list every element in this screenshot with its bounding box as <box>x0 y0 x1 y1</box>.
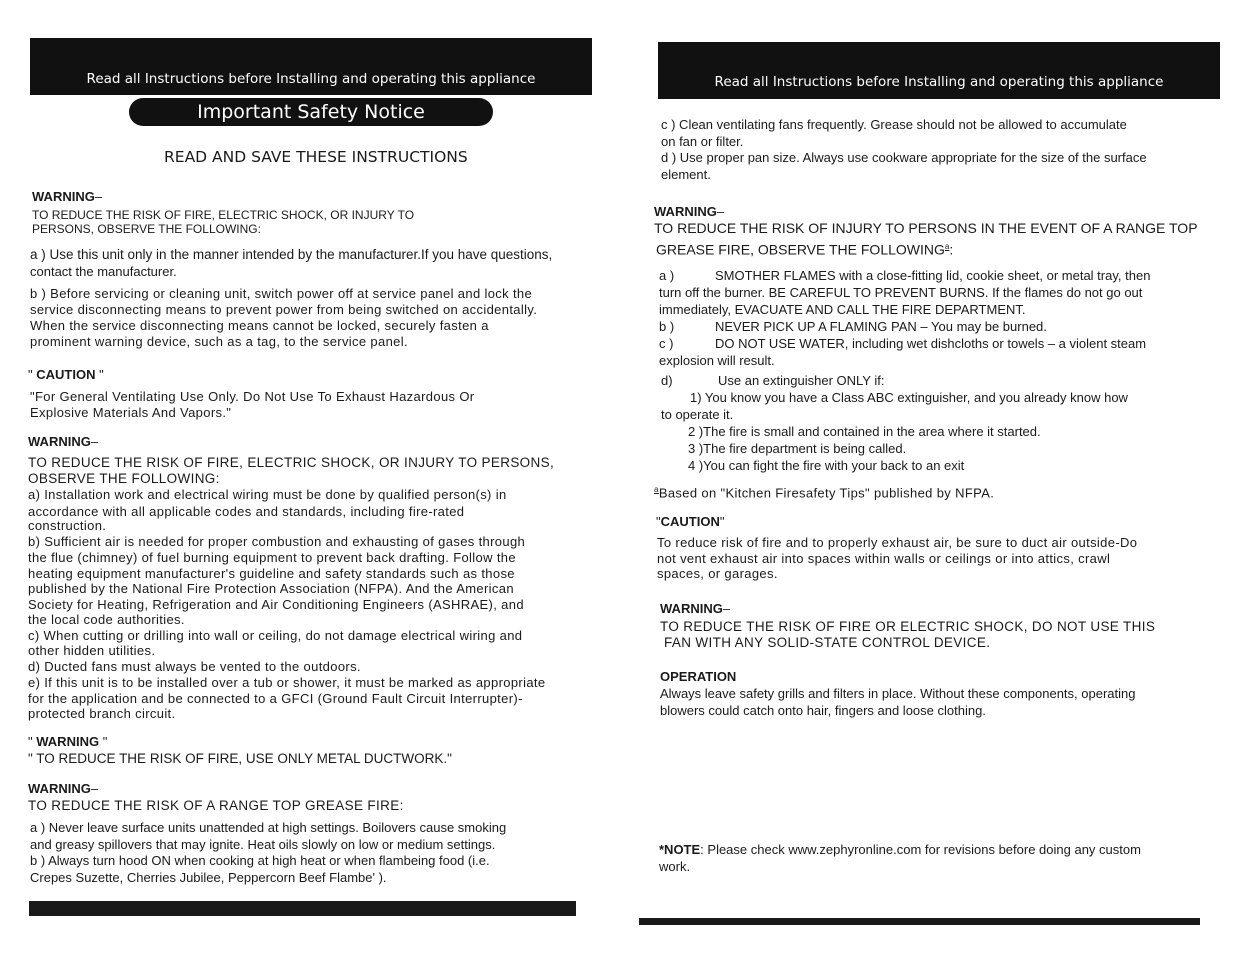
right-item-d-sub: 4 )You can fight the fire with your back to an exit <box>688 458 965 473</box>
left-warning-4-line: TO REDUCE THE RISK OF A RANGE TOP GREASE FIRE: <box>28 798 404 813</box>
item-label: d) <box>661 373 673 388</box>
right-caution-line: spaces, or garages. <box>657 566 778 581</box>
left-warning-3-line: " TO REDUCE THE RISK OF FIRE, USE ONLY METAL DUCTWORK." <box>28 751 452 766</box>
left-item-b-line: service disconnecting means to prevent power from being switched on accidentally. <box>30 302 538 317</box>
item-label: b ) <box>659 319 675 334</box>
quote-mark: " <box>99 734 108 749</box>
right-item-a <box>659 268 1150 284</box>
left-warning-2-item-b: the flue (chimney) of fuel burning equipment to prevent back drafting. Follow the <box>28 550 516 565</box>
right-warning-2-heading <box>660 601 730 617</box>
operation-line: Always leave safety grills and filters in place. Without these components, operating <box>660 686 1136 701</box>
item-text: Use an extinguisher ONLY if: <box>718 373 885 388</box>
warning-dash: – <box>90 781 99 796</box>
caution-label: CAUTION <box>660 514 720 529</box>
warning-label: WARNING <box>28 781 91 796</box>
operation-line: blowers could catch onto hair, fingers and loose clothing. <box>660 703 986 718</box>
left-warning-2-line: OBSERVE THE FOLLOWING: <box>28 471 220 486</box>
left-header-bar <box>30 38 592 95</box>
right-warning-2-line: TO REDUCE THE RISK OF FIRE OR ELECTRIC SHOCK, DO NOT USE THIS <box>660 619 1156 634</box>
left-warning-2-line: TO REDUCE THE RISK OF FIRE, ELECTRIC SHOCK, OR INJURY TO PERSONS, <box>28 455 555 470</box>
item-text: NEVER PICK UP A FLAMING PAN – You may be burned. <box>715 319 1047 334</box>
left-warning-1-line: TO REDUCE THE RISK OF FIRE, ELECTRIC SHOCK, OR INJURY TO <box>32 208 415 222</box>
colon: : <box>949 241 954 258</box>
footnote-marker: a <box>944 242 950 251</box>
item-label: c ) <box>659 336 674 351</box>
right-item-b <box>659 319 1047 335</box>
left-header-text: Read all Instructions before Installing and operating this appliance <box>86 70 536 87</box>
right-item-c-line: c ) Clean ventilating fans frequently. Grease should not be allowed to accumulate <box>661 117 1127 132</box>
left-warning-4-item-a: and greasy spillovers that may ignite. Heat oils slowly on low or medium settings. <box>30 837 496 852</box>
left-item-b-line: prominent warning device, such as a tag, to the service panel. <box>30 334 408 349</box>
warning-label: WARNING <box>28 434 91 449</box>
left-warning-2-item-b: b) Sufficient air is needed for proper combustion and exhausting of gases through <box>28 534 526 549</box>
left-caution-heading <box>28 367 104 383</box>
left-warning-4-item-a: a ) Never leave surface units unattended at high settings. Boilovers cause smoking <box>30 820 507 835</box>
warning-label: WARNING <box>654 204 717 219</box>
left-warning-1-line: PERSONS, OBSERVE THE FOLLOWING: <box>32 222 261 236</box>
left-warning-2-item-e: e) If this unit is to be installed over a tub or shower, it must be marked as appropriate <box>28 675 546 690</box>
left-warning-2-item-c: c) When cutting or drilling into wall or ceiling, do not damage electrical wiring and <box>28 628 523 643</box>
warning-label: WARNING <box>660 601 723 616</box>
left-footer-bar <box>29 901 576 916</box>
item-text: DO NOT USE WATER, including wet dishcloths or towels – a violent steam <box>715 336 1147 351</box>
warning-dash: – <box>94 189 103 204</box>
warning-dash: – <box>722 601 731 616</box>
warning-line-text: GREASE FIRE, OBSERVE THE FOLLOWING <box>656 241 945 258</box>
caution-label: CAUTION <box>36 367 96 382</box>
note-line: work. <box>659 859 691 874</box>
warning-label: WARNING <box>36 734 100 749</box>
left-warning-2-item-b: published by the National Fire Protection Association (NFPA). And the American <box>28 581 514 596</box>
quote-mark: " <box>656 514 661 529</box>
left-warning-2-item-b: heating equipment manufacturer's guideline and safety standards such as those <box>28 566 515 581</box>
right-item-c-line: on fan or filter. <box>661 134 744 149</box>
right-footnote <box>654 482 994 501</box>
left-caution-line: Explosive Materials And Vapors." <box>30 405 232 420</box>
quote-mark: " <box>719 514 725 529</box>
right-item-a-line: turn off the burner. BE CAREFUL TO PREVENT BURNS. If the flames do not go out <box>659 285 1143 300</box>
right-item-c <box>659 336 1146 352</box>
left-warning-1-heading <box>32 189 102 205</box>
left-warning-4-heading <box>28 781 98 797</box>
left-warning-2-item-d: d) Ducted fans must always be vented to the outdoors. <box>28 659 361 674</box>
left-item-b-line: b ) Before servicing or cleaning unit, switch power off at service panel and lock the <box>30 286 533 301</box>
left-warning-2-item-e: protected branch circuit. <box>28 706 176 721</box>
right-caution-line: To reduce risk of fire and to properly exhaust air, be sure to duct air outside-Do <box>657 535 1138 550</box>
operation-heading: OPERATION <box>660 669 737 684</box>
left-warning-2-heading <box>28 434 98 450</box>
left-warning-2-item-a: accordance with all applicable codes and standards, including fire-rated <box>28 504 465 519</box>
right-caution-heading <box>656 514 724 530</box>
left-warning-2-item-a: a) Installation work and electrical wiring must be done by qualified person(s) in <box>28 487 507 502</box>
quote-mark: " <box>28 734 37 749</box>
left-item-a-line: a ) Use this unit only in the manner intended by the manufacturer.If you have questions, <box>30 247 553 262</box>
right-footer-bar <box>639 918 1200 925</box>
right-item-d-line: element. <box>661 167 711 182</box>
footnote-text: Based on "Kitchen Firesafety Tips" published by NFPA. <box>658 485 995 501</box>
item-label: a ) <box>659 268 675 283</box>
warning-label: WARNING <box>32 189 95 204</box>
left-warning-4-item-b: Crepes Suzette, Cherries Jubilee, Peppercorn Beef Flambe' ). <box>30 870 387 885</box>
right-caution-line: not vent exhaust air into spaces within walls or ceilings or into attics, crawl <box>657 551 1111 566</box>
left-warning-2-item-b: Society for Heating, Refrigeration and Air Conditioning Engineers (ASHRAE), and <box>28 597 524 612</box>
left-warning-3-heading <box>28 734 107 750</box>
note-line <box>659 842 1141 858</box>
warning-dash: – <box>90 434 99 449</box>
right-item-c-line: explosion will result. <box>659 353 775 368</box>
notice-title: Important Safety Notice <box>197 101 425 123</box>
right-item-d-sub: to operate it. <box>661 407 734 422</box>
left-warning-2-item-b: the local code authorities. <box>28 612 185 627</box>
note-label: *NOTE <box>659 842 701 857</box>
right-warning-1-line: TO REDUCE THE RISK OF INJURY TO PERSONS IN THE EVENT OF A RANGE TOP <box>654 220 1198 236</box>
footnote-marker: a <box>654 485 659 494</box>
left-warning-2-item-c: other hidden utilities. <box>28 643 156 658</box>
item-text: SMOTHER FLAMES with a close-fitting lid, cookie sheet, or metal tray, then <box>715 268 1151 283</box>
quote-mark: " <box>95 367 104 382</box>
left-warning-2-item-e: for the application and be connected to a GFCI (Ground Fault Circuit Interrupter)- <box>28 691 523 706</box>
right-item-a-line: immediately, EVACUATE AND CALL THE FIRE DEPARTMENT. <box>659 302 1026 317</box>
left-warning-4-item-b: b ) Always turn hood ON when cooking at high heat or when flambeing food (i.e. <box>30 853 490 868</box>
right-header-bar <box>658 42 1220 99</box>
left-item-b-line: When the service disconnecting means cannot be locked, securely fasten a <box>30 318 489 333</box>
right-warning-1-heading <box>654 204 724 220</box>
left-caution-line: "For General Ventilating Use Only. Do Not Use To Exhaust Hazardous Or <box>30 389 475 404</box>
left-warning-2-item-a: construction. <box>28 518 107 533</box>
right-item-d-sub: 1) You know you have a Class ABC extinguisher, and you already know how <box>690 390 1128 405</box>
right-warning-2-line: FAN WITH ANY SOLID-STATE CONTROL DEVICE. <box>664 635 991 650</box>
right-header-text: Read all Instructions before Installing and operating this appliance <box>714 73 1164 90</box>
right-item-d-sub: 2 )The fire is small and contained in the area where it started. <box>688 424 1041 439</box>
warning-dash: – <box>716 204 725 219</box>
quote-mark: " <box>28 367 37 382</box>
note-text: : Please check www.zephyronline.com for revisions before doing any custom <box>700 842 1141 857</box>
read-save-heading: READ AND SAVE THESE INSTRUCTIONS <box>164 148 468 166</box>
right-item-d-line: d ) Use proper pan size. Always use cookware appropriate for the size of the surface <box>661 150 1147 165</box>
left-item-a-line: contact the manufacturer. <box>30 264 177 279</box>
right-item-d <box>661 373 884 389</box>
important-safety-notice-banner <box>129 98 493 126</box>
right-warning-1-line <box>656 239 953 258</box>
right-item-d-sub: 3 )The fire department is being called. <box>688 441 907 456</box>
